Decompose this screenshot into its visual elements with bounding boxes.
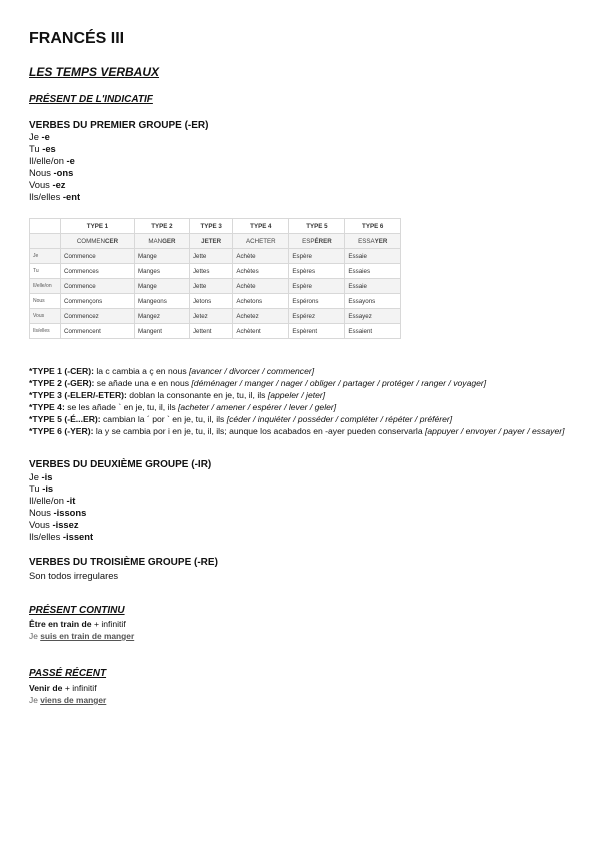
ending: -e — [41, 131, 50, 142]
ending: -e — [66, 155, 75, 166]
note-label: *TYPE 5 (-É...ER): — [29, 414, 101, 424]
table-cell: Espère — [289, 279, 345, 294]
table-cell: Mangez — [134, 309, 189, 324]
infinitive-stem: ESSA — [358, 237, 375, 245]
note-text: se les añade ` en je, tu, il, ils — [64, 402, 179, 412]
ending: -issent — [62, 531, 94, 542]
note-examples: [appeler / jeter] — [267, 390, 326, 400]
ending: -it — [66, 495, 76, 506]
note-examples: [déménager / manger / nager / obliger / partager / protéger / ranger / voyager] — [191, 378, 487, 388]
pronoun: Vous — [29, 519, 53, 530]
infinitive-cell — [233, 234, 289, 249]
continu-example: Je suis en train de manger — [29, 631, 135, 641]
pronoun: Je — [29, 471, 42, 482]
table-pronoun: Vous — [30, 309, 61, 324]
table-cell: Mange — [134, 249, 189, 264]
infinitive-row — [30, 234, 401, 249]
conjugation-line — [29, 471, 52, 483]
conjugation-line — [29, 155, 75, 167]
table-cell: Commences — [61, 264, 135, 279]
present-heading: PRÉSENT DE L'INDICATIF — [29, 94, 153, 105]
table-cell: Jette — [189, 279, 232, 294]
table-row — [30, 249, 401, 264]
type-note — [29, 401, 574, 413]
pronoun: Il/elle/on — [29, 155, 67, 166]
pronoun: Vous — [29, 179, 53, 190]
table-cell: Essaie — [345, 279, 401, 294]
infinitive-ending: YER — [374, 237, 388, 245]
pronoun: Tu — [29, 483, 43, 494]
conjugation-line — [29, 179, 66, 191]
type-header: TYPE 2 — [134, 219, 189, 234]
infinitive-ending: CER — [105, 237, 119, 245]
table-corner — [30, 234, 61, 249]
table-cell: Mangent — [134, 324, 189, 339]
conjugation-line — [29, 167, 73, 179]
note-examples: [avancer / divorcer / commencer] — [189, 366, 315, 376]
type-note — [29, 425, 574, 437]
ending: -ons — [53, 167, 74, 178]
type-note — [29, 377, 574, 389]
infinitive-stem: ESP — [302, 237, 315, 245]
table-cell: Essaie — [345, 249, 401, 264]
conjugation-line — [29, 519, 79, 531]
table-cell: Achètent — [233, 324, 289, 339]
ending: -is — [42, 483, 54, 494]
table-pronoun: Ils/elles — [30, 324, 61, 339]
table-cell: Essaient — [345, 324, 401, 339]
table-header-row — [30, 219, 401, 234]
table-cell: Espères — [289, 264, 345, 279]
pronoun: Je — [29, 131, 42, 142]
table-row — [30, 294, 401, 309]
infinitive-ending: GER — [162, 237, 176, 245]
table-cell: Essayez — [345, 309, 401, 324]
note-text: la y se cambia por i en je, tu, il, ils; aunque los acabados en -ayer pueden conservarla — [93, 426, 425, 436]
note-examples: [appuyer / envoyer / payer / essayer] — [425, 426, 565, 436]
ending: -es — [42, 143, 56, 154]
table-cell: Achetez — [233, 309, 289, 324]
note-label: *TYPE 2 (-GER): — [29, 378, 95, 388]
type-note — [29, 389, 574, 401]
pronoun: Nous — [29, 167, 54, 178]
table-row — [30, 309, 401, 324]
table-cell: Jetez — [189, 309, 232, 324]
note-label: *TYPE 4: — [29, 402, 65, 412]
pronoun: Tu — [29, 143, 43, 154]
table-cell: Achète — [233, 279, 289, 294]
recent-example: Je viens de manger — [29, 695, 107, 705]
conjugation-line — [29, 531, 93, 543]
ending: -is — [41, 471, 53, 482]
pronoun: Nous — [29, 507, 54, 518]
recent-heading: PASSÉ RÉCENT — [29, 668, 107, 679]
recent-formula: Venir de + infinitif — [29, 683, 97, 693]
group3-text: Son todos irregulares — [29, 570, 119, 581]
note-label: *TYPE 3 (-ELER/-ETER): — [29, 390, 127, 400]
note-text: se añade una e en nous — [94, 378, 192, 388]
infinitive-cell — [345, 234, 401, 249]
note-text: doblan la consonante en je, tu, il, ils — [126, 390, 268, 400]
table-cell: Jettes — [189, 264, 232, 279]
table-cell: Jettent — [189, 324, 232, 339]
type-header: TYPE 5 — [289, 219, 345, 234]
infinitive-stem: ACHETER — [246, 237, 276, 245]
table-cell: Mange — [134, 279, 189, 294]
table-cell: Espère — [289, 249, 345, 264]
table-cell: Commence — [61, 279, 135, 294]
table-cell: Commencez — [61, 309, 135, 324]
table-cell: Commencent — [61, 324, 135, 339]
group3-heading: VERBES DU TROISIÈME GROUPE (-RE) — [29, 557, 218, 568]
table-cell: Manges — [134, 264, 189, 279]
infinitive-cell — [189, 234, 232, 249]
table-pronoun: Je — [30, 249, 61, 264]
table-cell: Achetons — [233, 294, 289, 309]
table-cell: Achète — [233, 249, 289, 264]
continu-formula: Être en train de + infinitif — [29, 619, 126, 629]
infinitive-stem: MAN — [148, 237, 163, 245]
type-note — [29, 413, 574, 425]
table-cell: Espérez — [289, 309, 345, 324]
conjugation-line — [29, 507, 86, 519]
note-text: la c cambia a ç en nous — [93, 366, 189, 376]
type-header: TYPE 4 — [233, 219, 289, 234]
table-corner — [30, 219, 61, 234]
conjugation-table — [29, 218, 401, 339]
type-header: TYPE 6 — [345, 219, 401, 234]
note-text: cambian la ´ por ` en je, tu, il, ils — [100, 414, 227, 424]
type-note — [29, 365, 574, 377]
conjugation-line — [29, 495, 75, 507]
table-row — [30, 324, 401, 339]
table-row — [30, 279, 401, 294]
table-cell: Commence — [61, 249, 135, 264]
table-cell: Jette — [189, 249, 232, 264]
group1-heading: VERBES DU PREMIER GROUPE (-ER) — [29, 120, 209, 131]
note-label: *TYPE 6 (-YER): — [29, 426, 94, 436]
pronoun: Il/elle/on — [29, 495, 67, 506]
type-header: TYPE 3 — [189, 219, 232, 234]
infinitive-cell — [134, 234, 189, 249]
pronoun: Ils/elles — [29, 531, 63, 542]
page-title: FRANCÉS III — [29, 30, 125, 47]
ending: -ez — [52, 179, 66, 190]
ending: -ent — [62, 191, 81, 202]
note-examples: [céder / inquiéter / posséder / compléter / répéter / préférer] — [226, 414, 453, 424]
infinitive-ending: JETER — [201, 237, 222, 245]
table-cell: Achètes — [233, 264, 289, 279]
infinitive-cell — [61, 234, 135, 249]
infinitive-stem: COMMEN — [76, 237, 106, 245]
table-cell: Mangeons — [134, 294, 189, 309]
type-notes — [29, 365, 574, 437]
conjugation-line — [29, 131, 50, 143]
table-row — [30, 264, 401, 279]
conjugation-line — [29, 143, 56, 155]
continu-heading: PRÉSENT CONTINU — [29, 605, 125, 616]
section-title: LES TEMPS VERBAUX — [29, 65, 160, 79]
table-cell: Essayons — [345, 294, 401, 309]
table-pronoun: Nous — [30, 294, 61, 309]
table-cell: Essaies — [345, 264, 401, 279]
table-pronoun: Il/elle/on — [30, 279, 61, 294]
infinitive-cell — [289, 234, 345, 249]
note-examples: [acheter / amener / espérer / lever / geler] — [178, 402, 337, 412]
ending: -issez — [52, 519, 79, 530]
table-cell: Jetons — [189, 294, 232, 309]
table-cell: Espérons — [289, 294, 345, 309]
conjugation-line — [29, 483, 53, 495]
conjugation-line — [29, 191, 80, 203]
ending: -issons — [53, 507, 87, 518]
pronoun: Ils/elles — [29, 191, 63, 202]
group2-heading: VERBES DU DEUXIÈME GROUPE (-IR) — [29, 459, 212, 470]
table-pronoun: Tu — [30, 264, 61, 279]
note-label: *TYPE 1 (-CER): — [29, 366, 94, 376]
infinitive-ending: ÉRER — [314, 237, 332, 245]
type-header: TYPE 1 — [61, 219, 135, 234]
table-cell: Commençons — [61, 294, 135, 309]
table-cell: Espèrent — [289, 324, 345, 339]
